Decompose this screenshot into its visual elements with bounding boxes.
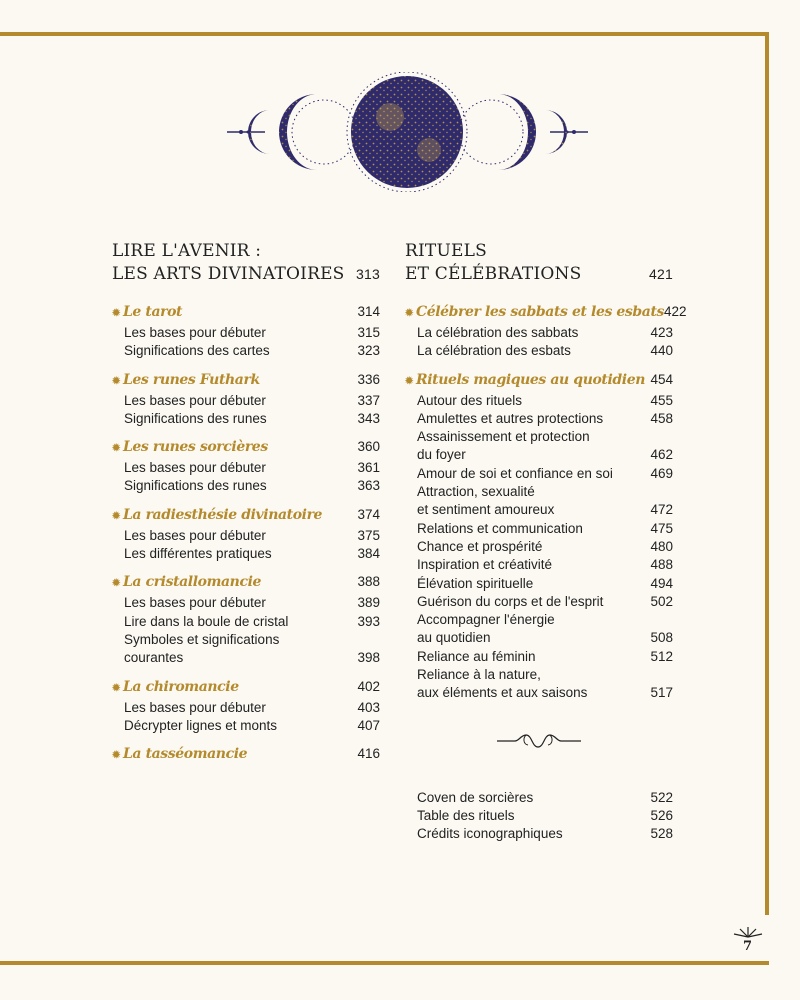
section-page-number: 422 xyxy=(664,304,687,319)
appendix-entry[interactable] xyxy=(405,789,673,807)
entry-page-number: 315 xyxy=(357,325,380,340)
section-title-text: La tasséomancie xyxy=(122,746,248,763)
part-title-line1: RITUELS xyxy=(405,241,487,261)
section-title-text: La chiromancie xyxy=(122,678,239,695)
entry-label: Guérison du corps et de l'esprit xyxy=(417,593,604,609)
toc-entry[interactable] xyxy=(112,527,380,545)
section-title xyxy=(112,439,268,455)
entry-page-number: 508 xyxy=(650,630,673,646)
entry-page-number: 323 xyxy=(357,343,380,359)
right-sections xyxy=(405,304,687,703)
toc-entry[interactable] xyxy=(112,613,380,631)
entry-label: Symboles et significations courantes xyxy=(124,631,280,666)
toc-entry[interactable] xyxy=(112,342,380,360)
section-heading[interactable] xyxy=(405,304,687,324)
entry-label: Les bases pour débuter xyxy=(124,595,266,611)
section-title-text: Les runes Futhark xyxy=(122,371,260,388)
entry-label: Chance et prospérité xyxy=(417,538,543,554)
toc-entry[interactable] xyxy=(405,556,673,574)
section-page-number: 336 xyxy=(357,371,380,387)
entry-label: Table des rituels xyxy=(417,807,515,823)
frame-top-border xyxy=(0,32,769,36)
toc-section xyxy=(405,372,673,703)
star-bullet-icon: ✹ xyxy=(112,578,120,590)
entry-label: Lire dans la boule de cristal xyxy=(124,613,289,629)
section-heading[interactable] xyxy=(112,439,380,459)
toc-entry[interactable] xyxy=(405,392,673,410)
entry-page-number: 407 xyxy=(357,717,380,733)
section-title-text: La cristallomancie xyxy=(122,574,262,591)
section-heading[interactable] xyxy=(112,679,380,699)
toc-entry[interactable] xyxy=(112,717,380,735)
part-title-line2: ET CÉLÉBRATIONS xyxy=(405,264,582,284)
entry-page-number: 423 xyxy=(650,325,673,340)
toc-entry[interactable] xyxy=(405,324,673,342)
toc-entry[interactable] xyxy=(112,594,380,612)
entry-page-number: 440 xyxy=(650,343,673,359)
star-bullet-icon: ✹ xyxy=(405,308,413,319)
entry-label: Les bases pour débuter xyxy=(124,325,266,340)
section-page-number: 416 xyxy=(357,746,380,762)
entry-label: Décrypter lignes et monts xyxy=(124,717,278,733)
entry-page-number: 361 xyxy=(357,460,380,476)
part-title-left[interactable] xyxy=(112,240,380,286)
section-heading[interactable] xyxy=(112,746,380,766)
entry-label: Inspiration et créativité xyxy=(417,557,553,573)
section-heading[interactable] xyxy=(112,304,380,324)
entry-page-number: 528 xyxy=(650,826,673,842)
entry-label: La célébration des sabbats xyxy=(417,325,579,340)
entry-label: Significations des runes xyxy=(124,410,267,426)
page-number: 7 xyxy=(743,939,753,954)
section-title xyxy=(405,372,645,388)
section-heading[interactable] xyxy=(112,507,380,527)
toc-entry[interactable] xyxy=(405,538,673,556)
toc-section xyxy=(112,304,380,361)
entry-label: Crédits iconographiques xyxy=(417,826,563,842)
entry-page-number: 343 xyxy=(357,410,380,426)
entry-label: Les bases pour débuter xyxy=(124,460,266,476)
toc-entry[interactable] xyxy=(405,648,673,666)
frame-bottom-border xyxy=(0,961,769,965)
entry-page-number: 458 xyxy=(650,410,673,426)
star-bullet-icon: ✹ xyxy=(112,750,120,762)
section-heading[interactable] xyxy=(112,574,380,594)
appendix-entry[interactable] xyxy=(405,807,673,825)
entry-label: Les différentes pratiques xyxy=(124,546,272,562)
section-page-number: 402 xyxy=(357,678,380,694)
toc-section xyxy=(112,679,380,736)
section-page-number: 314 xyxy=(357,304,380,319)
star-bullet-icon: ✹ xyxy=(112,510,120,522)
star-bullet-icon: ✹ xyxy=(112,375,120,387)
frame-right-border xyxy=(765,32,769,915)
entry-page-number: 337 xyxy=(357,392,380,408)
part-title-right[interactable] xyxy=(405,240,673,286)
ornament-divider xyxy=(405,726,673,756)
entry-label: Amulettes et autres protections xyxy=(417,410,604,426)
appendix-entry[interactable] xyxy=(405,825,673,843)
section-title xyxy=(112,372,260,388)
toc-entry[interactable] xyxy=(405,611,673,648)
section-page-number: 374 xyxy=(357,506,380,522)
toc-entry[interactable] xyxy=(405,465,673,483)
part-title-line1: LIRE L'AVENIR : xyxy=(112,241,262,261)
part-page-number: 313 xyxy=(356,266,380,282)
star-bullet-icon: ✹ xyxy=(112,308,120,319)
entry-page-number: 494 xyxy=(650,575,673,591)
entry-page-number: 517 xyxy=(650,685,673,701)
entry-page-number: 512 xyxy=(650,648,673,664)
entry-page-number: 403 xyxy=(357,699,380,715)
toc-entry[interactable] xyxy=(112,410,380,428)
entry-page-number: 475 xyxy=(650,520,673,536)
toc-column-right xyxy=(405,240,687,844)
section-title xyxy=(112,679,239,695)
entry-label: Autour des rituels xyxy=(417,392,523,408)
toc-entry[interactable] xyxy=(112,477,380,495)
entry-page-number: 502 xyxy=(650,593,673,609)
section-heading[interactable] xyxy=(112,372,380,392)
entry-page-number: 455 xyxy=(650,392,673,408)
section-page-number: 454 xyxy=(650,371,673,387)
section-title xyxy=(112,574,261,590)
entry-page-number: 526 xyxy=(650,807,673,823)
toc-entry[interactable] xyxy=(405,483,673,520)
entry-label: Les bases pour débuter xyxy=(124,527,266,543)
section-title-text: Les runes sorcières xyxy=(122,439,268,456)
left-sections xyxy=(112,304,380,766)
entry-page-number: 384 xyxy=(357,546,380,562)
entry-label: La célébration des esbats xyxy=(417,343,571,359)
toc-entry[interactable] xyxy=(405,575,673,593)
entry-page-number: 469 xyxy=(650,465,673,481)
entry-page-number: 462 xyxy=(650,447,673,463)
toc-entry[interactable] xyxy=(405,593,673,611)
toc-section xyxy=(405,304,687,361)
entry-label: Significations des runes xyxy=(124,478,267,494)
page-number-area xyxy=(730,925,766,955)
entry-page-number: 363 xyxy=(357,478,380,494)
sunburst-icon xyxy=(730,925,766,939)
toc-entry[interactable] xyxy=(405,666,673,703)
section-page-number: 388 xyxy=(357,574,380,590)
toc-section xyxy=(112,507,380,564)
entry-label: Amour de soi et confiance en soi xyxy=(417,465,613,481)
entry-page-number: 488 xyxy=(650,557,673,573)
toc-section xyxy=(112,746,380,766)
section-title-text: La radiesthésie divinatoire xyxy=(122,506,323,523)
toc-entry[interactable] xyxy=(112,631,380,668)
entry-label: Coven de sorcières xyxy=(417,789,534,805)
toc-column-left xyxy=(112,240,380,777)
entry-label: Reliance à la nature, aux éléments et aux saisons xyxy=(417,667,588,701)
entry-page-number: 472 xyxy=(650,502,673,518)
section-title xyxy=(112,304,182,320)
entry-label: Élévation spirituelle xyxy=(417,575,534,591)
entry-label: Significations des cartes xyxy=(124,343,270,359)
star-bullet-icon: ✹ xyxy=(405,375,413,387)
toc-section xyxy=(112,574,380,667)
part-page-number: 421 xyxy=(649,266,673,282)
entry-page-number: 480 xyxy=(650,538,673,554)
section-title xyxy=(405,304,664,320)
entry-page-number: 375 xyxy=(357,527,380,543)
toc-section xyxy=(112,439,380,496)
toc-entry[interactable] xyxy=(112,459,380,477)
entry-label: Les bases pour débuter xyxy=(124,699,266,715)
entry-label: Reliance au féminin xyxy=(417,648,536,664)
section-title-text: Célébrer les sabbats et les esbats xyxy=(415,304,665,320)
entry-page-number: 522 xyxy=(650,789,673,805)
entry-label: Relations et communication xyxy=(417,520,583,536)
appendix-list xyxy=(405,789,673,844)
entry-label: Attraction, sexualité et sentiment amoureux xyxy=(417,484,555,518)
toc-entry[interactable] xyxy=(112,392,380,410)
part-title-line2: LES ARTS DIVINATOIRES xyxy=(112,264,345,284)
section-title xyxy=(112,507,322,523)
entry-label: Les bases pour débuter xyxy=(124,392,266,408)
section-title-text: Le tarot xyxy=(122,304,183,320)
entry-page-number: 393 xyxy=(357,613,380,629)
entry-label: Assainissement et protection du foyer xyxy=(417,429,590,463)
section-page-number: 360 xyxy=(357,439,380,455)
toc-entry[interactable] xyxy=(405,520,673,538)
section-title-text: Rituels magiques au quotidien xyxy=(415,371,645,388)
section-title xyxy=(112,746,247,762)
entry-label: Accompagner l'énergie au quotidien xyxy=(417,612,555,646)
toc-entry[interactable] xyxy=(405,410,673,428)
entry-page-number: 398 xyxy=(357,650,380,666)
toc-section xyxy=(112,372,380,429)
toc-entry[interactable] xyxy=(405,342,673,360)
section-heading[interactable] xyxy=(405,372,673,392)
toc-entry[interactable] xyxy=(112,545,380,563)
toc-entry[interactable] xyxy=(112,324,380,342)
moon-phases-illustration xyxy=(225,72,590,192)
toc-entry[interactable] xyxy=(112,699,380,717)
entry-page-number: 389 xyxy=(357,595,380,611)
star-bullet-icon: ✹ xyxy=(112,443,120,455)
toc-entry[interactable] xyxy=(405,428,673,465)
star-bullet-icon: ✹ xyxy=(112,682,120,694)
